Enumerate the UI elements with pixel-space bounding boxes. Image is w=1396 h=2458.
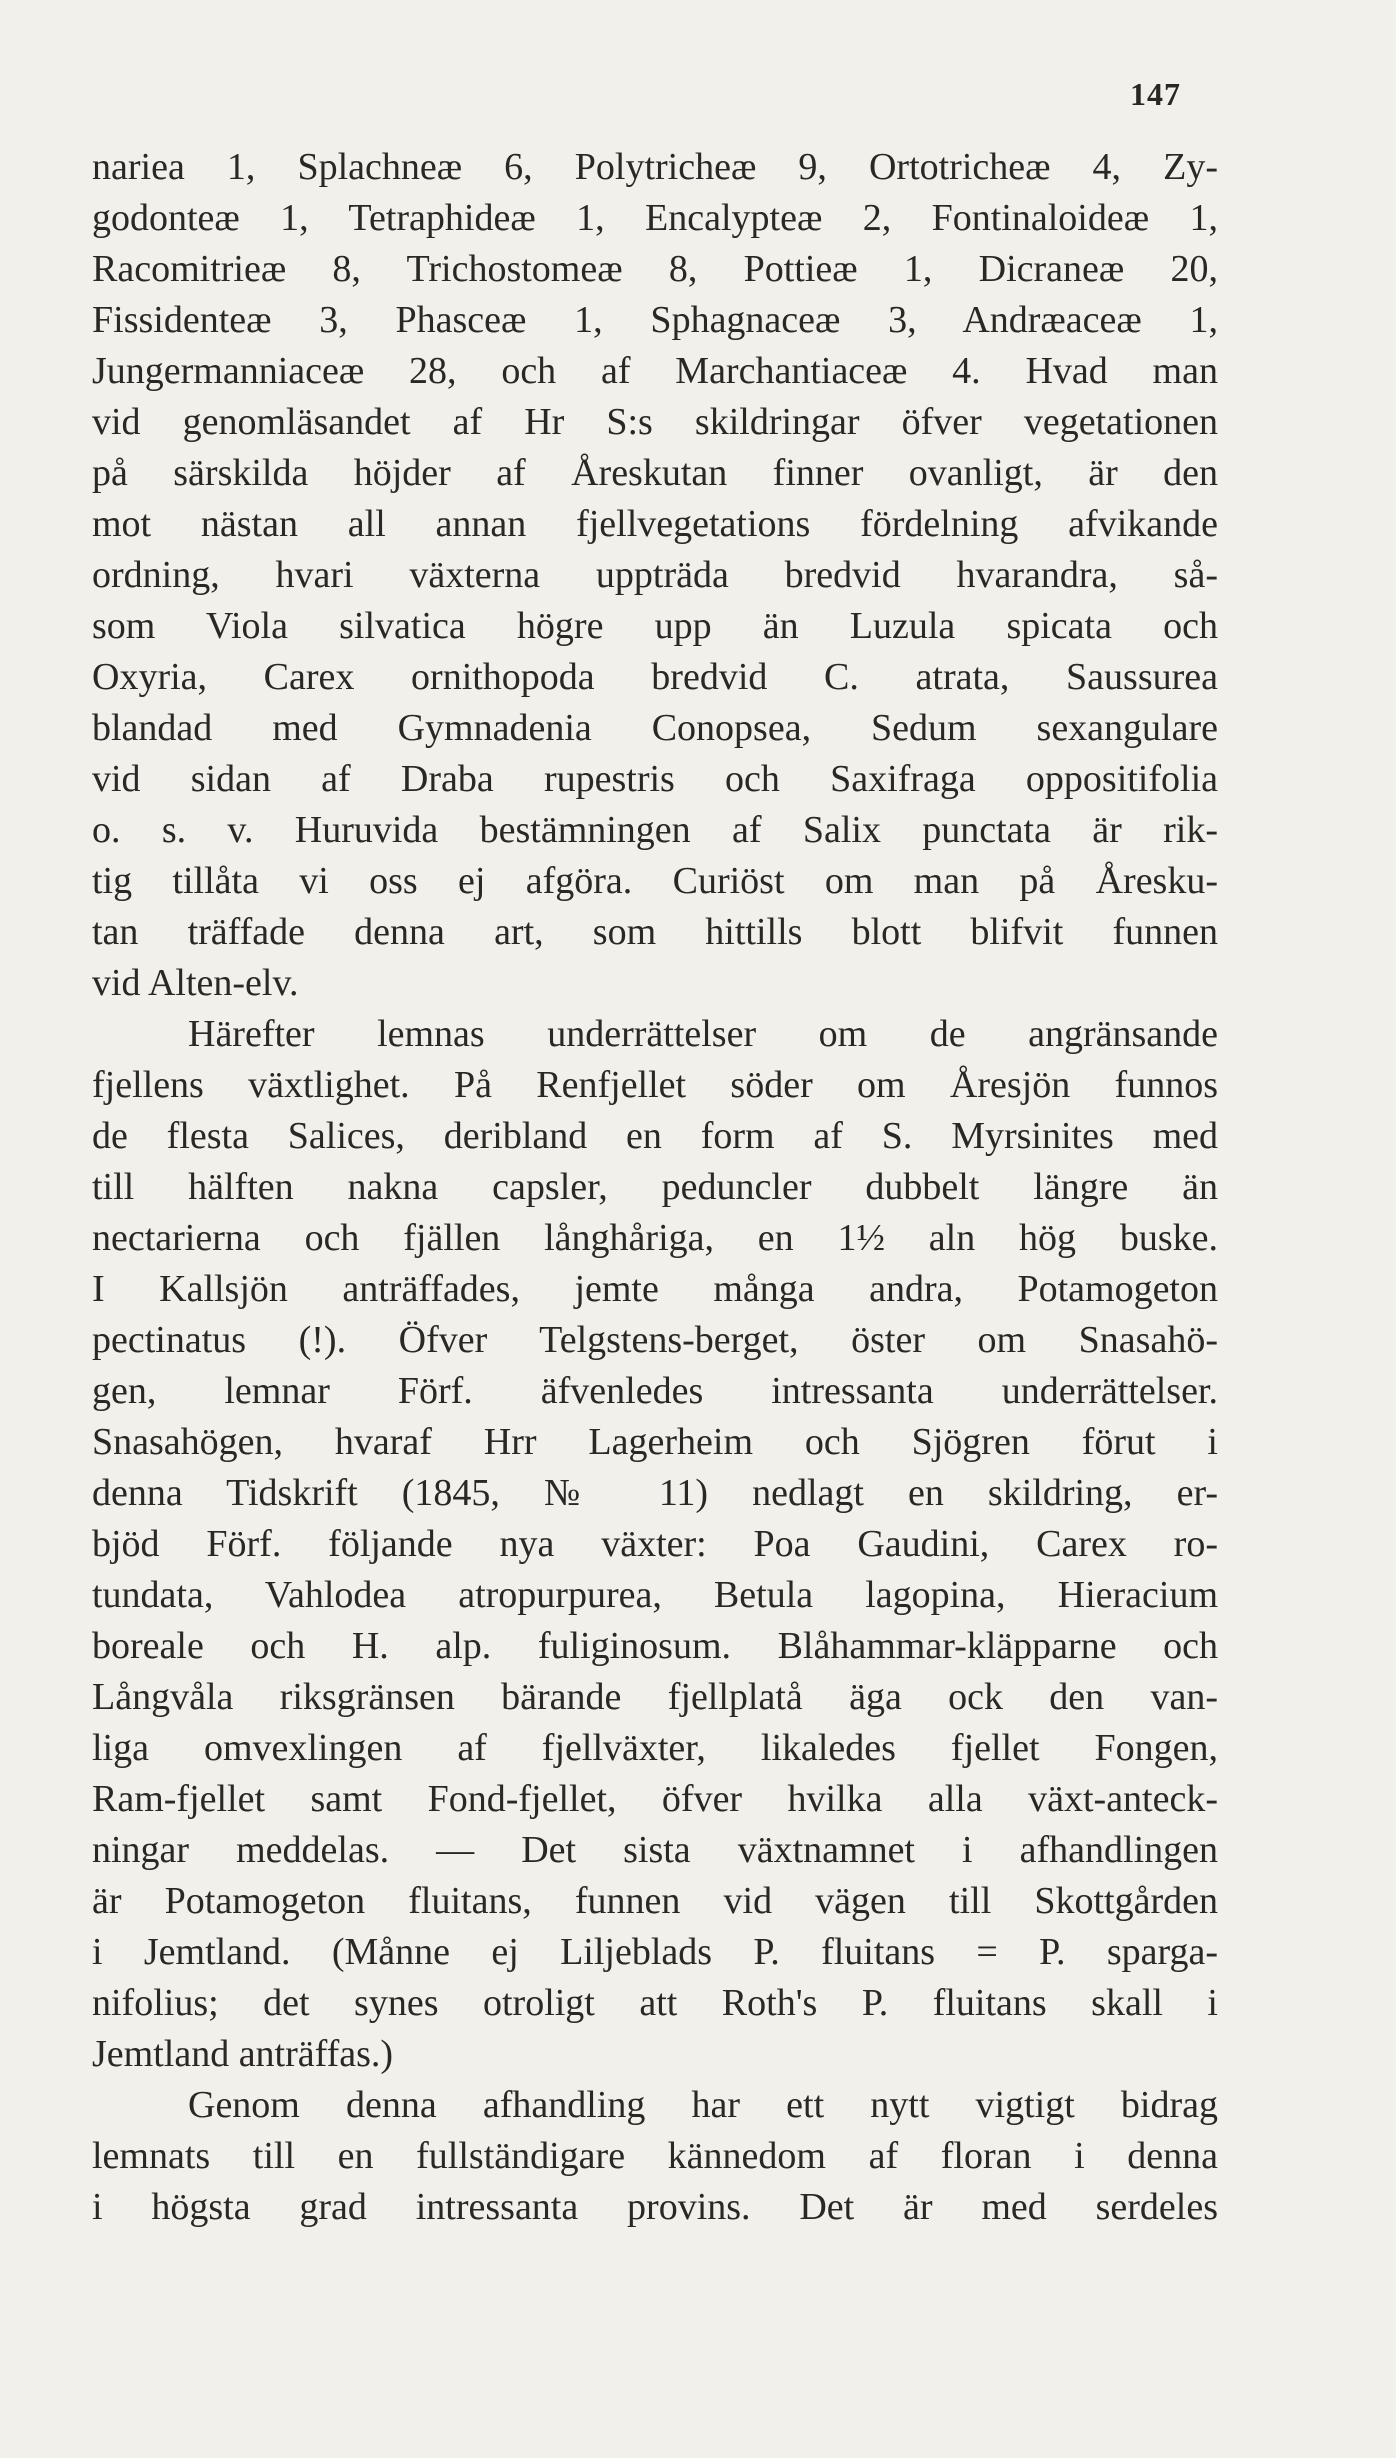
text-line: bjöd Förf. följande nya växter: Poa Gaudini, Carex ro- bbox=[92, 1523, 1218, 1565]
text-line: nifolius; det synes otroligt att Roth's P. fluitans skall i bbox=[92, 1982, 1218, 2024]
text-line: Långvåla riksgränsen bärande fjellplatå äga ock den van- bbox=[92, 1676, 1218, 1718]
text-line: lemnats till en fullständigare kännedom af floran i denna bbox=[92, 2135, 1218, 2177]
text-line: de flesta Salices, deribland en form af S. Myrsinites med bbox=[92, 1115, 1218, 1157]
text-line: gen, lemnar Förf. äfvenledes intressanta underrättelser. bbox=[92, 1370, 1218, 1412]
text-line: Jungermanniaceæ 28, och af Marchantiaceæ 4. Hvad man bbox=[92, 350, 1218, 392]
text-line: ordning, hvari växterna uppträda bredvid hvarandra, så- bbox=[92, 554, 1218, 596]
text-line: på särskilda höjder af Åreskutan finner ovanligt, är den bbox=[92, 452, 1218, 494]
text-line: Fissidenteæ 3, Phasceæ 1, Sphagnaceæ 3, Andræaceæ 1, bbox=[92, 299, 1218, 341]
text-line: Racomitrieæ 8, Trichostomeæ 8, Pottieæ 1, Dicraneæ 20, bbox=[92, 248, 1218, 290]
text-line: godonteæ 1, Tetraphideæ 1, Encalypteæ 2, Fontinaloideæ 1, bbox=[92, 197, 1218, 239]
text-line: Snasahögen, hvaraf Hrr Lagerheim och Sjögren förut i bbox=[92, 1421, 1218, 1463]
text-line: fjellens växtlighet. På Renfjellet söder om Åresjön funnos bbox=[92, 1064, 1218, 1106]
text-line: som Viola silvatica högre upp än Luzula spicata och bbox=[92, 605, 1218, 647]
text-line: Ram-fjellet samt Fond-fjellet, öfver hvilka alla växt-anteck- bbox=[92, 1778, 1218, 1820]
text-line: tundata, Vahlodea atropurpurea, Betula lagopina, Hieracium bbox=[92, 1574, 1218, 1616]
text-line: boreale och H. alp. fuliginosum. Blåhammar-kläpparne och bbox=[92, 1625, 1218, 1667]
text-line: tan träffade denna art, som hittills blott blifvit funnen bbox=[92, 911, 1218, 953]
text-line: vid Alten-elv. bbox=[92, 962, 299, 1004]
text-line: pectinatus (!). Öfver Telgstens-berget, öster om Snasahö- bbox=[92, 1319, 1218, 1361]
text-line: denna Tidskrift (1845, № 11) nedlagt en skildring, er- bbox=[92, 1472, 1218, 1514]
text-line: blandad med Gymnadenia Conopsea, Sedum sexangulare bbox=[92, 707, 1218, 749]
page-number: 147 bbox=[1130, 76, 1181, 112]
text-line: nariea 1, Splachneæ 6, Polytricheæ 9, Ortotricheæ 4, Zy- bbox=[92, 146, 1218, 188]
text-line: tig tillåta vi oss ej afgöra. Curiöst om man på Åresku- bbox=[92, 860, 1218, 902]
text-line: o. s. v. Huruvida bestämningen af Salix punctata är rik- bbox=[92, 809, 1218, 851]
text-line: i Jemtland. (Månne ej Liljeblads P. fluitans = P. sparga- bbox=[92, 1931, 1218, 1973]
text-line: Genom denna afhandling har ett nytt vigtigt bidrag bbox=[188, 2084, 1218, 2126]
text-line: Jemtland anträffas.) bbox=[92, 2033, 394, 2075]
text-line: är Potamogeton fluitans, funnen vid vägen till Skottgården bbox=[92, 1880, 1218, 1922]
text-line: vid sidan af Draba rupestris och Saxifraga oppositifolia bbox=[92, 758, 1218, 800]
text-line: ningar meddelas. — Det sista växtnamnet i afhandlingen bbox=[92, 1829, 1218, 1871]
text-line: I Kallsjön anträffades, jemte många andra, Potamogeton bbox=[92, 1268, 1218, 1310]
text-line: liga omvexlingen af fjellväxter, likaledes fjellet Fongen, bbox=[92, 1727, 1218, 1769]
text-line: i högsta grad intressanta provins. Det är med serdeles bbox=[92, 2186, 1218, 2228]
text-line: nectarierna och fjällen långhåriga, en 1½ aln hög buske. bbox=[92, 1217, 1218, 1259]
body-text bbox=[92, 142, 1218, 2233]
text-line: Härefter lemnas underrättelser om de angränsande bbox=[188, 1013, 1218, 1055]
text-line: till hälften nakna capsler, peduncler dubbelt längre än bbox=[92, 1166, 1218, 1208]
text-line: mot nästan all annan fjellvegetations fördelning afvikande bbox=[92, 503, 1218, 545]
text-line: Oxyria, Carex ornithopoda bredvid C. atrata, Saussurea bbox=[92, 656, 1218, 698]
text-line: vid genomläsandet af Hr S:s skildringar öfver vegetationen bbox=[92, 401, 1218, 443]
